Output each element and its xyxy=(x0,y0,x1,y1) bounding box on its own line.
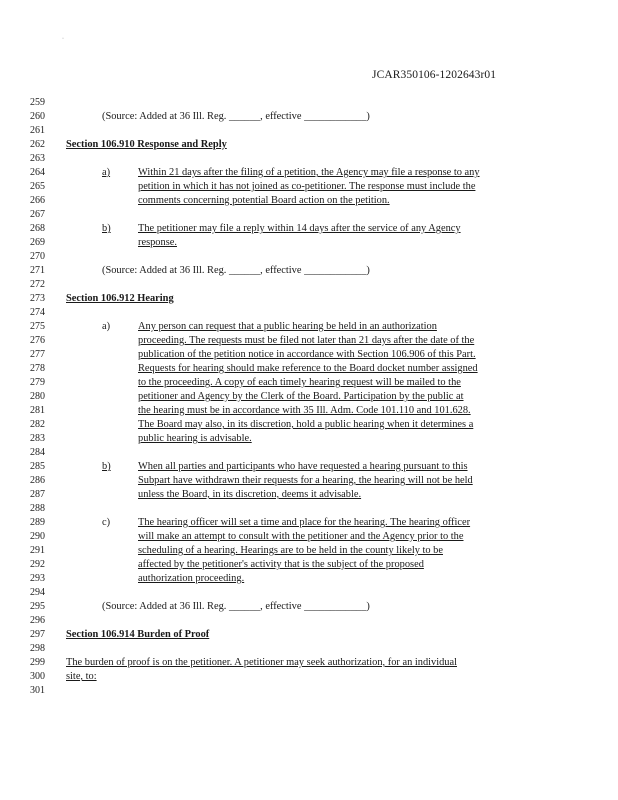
document-identifier: JCAR350106-1202643r01 xyxy=(372,69,497,81)
paragraph-line: the hearing must be in accordance with 35 Ill. Adm. Code 101.110 and 101.628. xyxy=(138,405,471,416)
paragraph-line: publication of the petition notice in accordance with Section 106.906 of this Part. xyxy=(138,349,476,360)
paragraph-line: The hearing officer will set a time and place for the hearing. The hearing officer xyxy=(138,517,471,528)
paragraph-line: response. xyxy=(138,237,177,248)
line-number: 286 xyxy=(30,475,45,486)
line-number: 268 xyxy=(30,223,45,234)
section-heading: Section 106.910 Response and Reply xyxy=(66,139,227,150)
line-number: 273 xyxy=(30,293,45,304)
line-number: 270 xyxy=(30,251,45,262)
paragraph-line: Any person can request that a public hearing be held in an authorization xyxy=(138,321,437,332)
paragraph-line: authorization proceeding. xyxy=(138,573,245,584)
line-number: 282 xyxy=(30,419,45,430)
subsection-label: b) xyxy=(102,223,111,234)
line-number: 269 xyxy=(30,237,45,248)
line-number: 292 xyxy=(30,559,45,570)
line-number: 271 xyxy=(30,265,45,276)
subsection-label: c) xyxy=(102,517,111,528)
paragraph-line: affected by the petitioner's activity that is the subject of the proposed xyxy=(138,559,424,570)
line-number: 262 xyxy=(30,139,45,150)
line-number: 291 xyxy=(30,545,45,556)
line-number: 275 xyxy=(30,321,45,332)
line-number: 298 xyxy=(30,643,45,654)
line-number: 300 xyxy=(30,671,45,682)
paragraph-line: Subpart have withdrawn their requests for a hearing, the hearing will not be held xyxy=(138,475,473,486)
paragraph-line: petition in which it has not joined as co-petitioner. The response must include the xyxy=(138,181,476,192)
line-number: 276 xyxy=(30,335,45,346)
line-number: 289 xyxy=(30,517,45,528)
line-number: 285 xyxy=(30,461,45,472)
line-number: 294 xyxy=(30,587,45,598)
source-note: (Source: Added at 36 Ill. Reg. ______, effective ____________) xyxy=(102,601,370,612)
paragraph-line: The Board may also, in its discretion, hold a public hearing when it determines a xyxy=(138,419,474,430)
paragraph-line: petitioner and Agency by the Clerk of the Board. Participation by the public at xyxy=(138,391,464,402)
line-number: 288 xyxy=(30,503,45,514)
paragraph-line: to the proceeding. A copy of each timely hearing request will be mailed to the xyxy=(138,377,461,388)
line-number: 277 xyxy=(30,349,45,360)
source-note: (Source: Added at 36 Ill. Reg. ______, effective ____________) xyxy=(102,111,370,122)
paragraph-line: When all parties and participants who have requested a hearing pursuant to this xyxy=(138,461,468,472)
section-heading: Section 106.912 Hearing xyxy=(66,293,174,304)
line-number: 280 xyxy=(30,391,45,402)
scan-mark: · xyxy=(62,36,64,42)
line-number: 263 xyxy=(30,153,45,164)
paragraph-line: Requests for hearing should make reference to the Board docket number assigned xyxy=(138,363,478,374)
line-number: 293 xyxy=(30,573,45,584)
line-number: 274 xyxy=(30,307,45,318)
paragraph-line: will make an attempt to consult with the petitioner and the Agency prior to the xyxy=(138,531,464,542)
line-number: 290 xyxy=(30,531,45,542)
paragraph-line: scheduling of a hearing. Hearings are to be held in the county likely to be xyxy=(138,545,443,556)
line-number: 299 xyxy=(30,657,45,668)
line-number: 281 xyxy=(30,405,45,416)
line-number: 283 xyxy=(30,433,45,444)
line-number: 295 xyxy=(30,601,45,612)
line-number: 301 xyxy=(30,685,45,696)
line-number: 266 xyxy=(30,195,45,206)
line-number: 296 xyxy=(30,615,45,626)
paragraph-line: public hearing is advisable. xyxy=(138,433,252,444)
subsection-label: a) xyxy=(102,321,111,332)
line-number: 267 xyxy=(30,209,45,220)
paragraph-line: site, to: xyxy=(66,671,97,682)
line-number: 287 xyxy=(30,489,45,500)
subsection-label: a) xyxy=(102,167,111,178)
line-number: 272 xyxy=(30,279,45,290)
line-number: 279 xyxy=(30,377,45,388)
paragraph-line: proceeding. The requests must be filed not later than 21 days after the date of the xyxy=(138,335,475,346)
subsection-label: b) xyxy=(102,461,111,472)
line-number: 261 xyxy=(30,125,45,136)
paragraph-line: unless the Board, in its discretion, deems it advisable. xyxy=(138,489,362,500)
paragraph-line: The petitioner may file a reply within 14 days after the service of any Agency xyxy=(138,223,461,234)
line-number: 260 xyxy=(30,111,45,122)
line-number: 278 xyxy=(30,363,45,374)
line-number: 284 xyxy=(30,447,45,458)
paragraph-line: comments concerning potential Board action on the petition. xyxy=(138,195,390,206)
paragraph-line: Within 21 days after the filing of a petition, the Agency may file a response to any xyxy=(138,167,480,178)
paragraph-line: The burden of proof is on the petitioner. A petitioner may seek authorization, for an individual xyxy=(66,657,457,668)
line-number: 297 xyxy=(30,629,45,640)
section-heading: Section 106.914 Burden of Proof xyxy=(66,629,210,640)
line-number: 264 xyxy=(30,167,45,178)
source-note: (Source: Added at 36 Ill. Reg. ______, effective ____________) xyxy=(102,265,370,276)
line-number: 259 xyxy=(30,97,45,108)
line-number: 265 xyxy=(30,181,45,192)
